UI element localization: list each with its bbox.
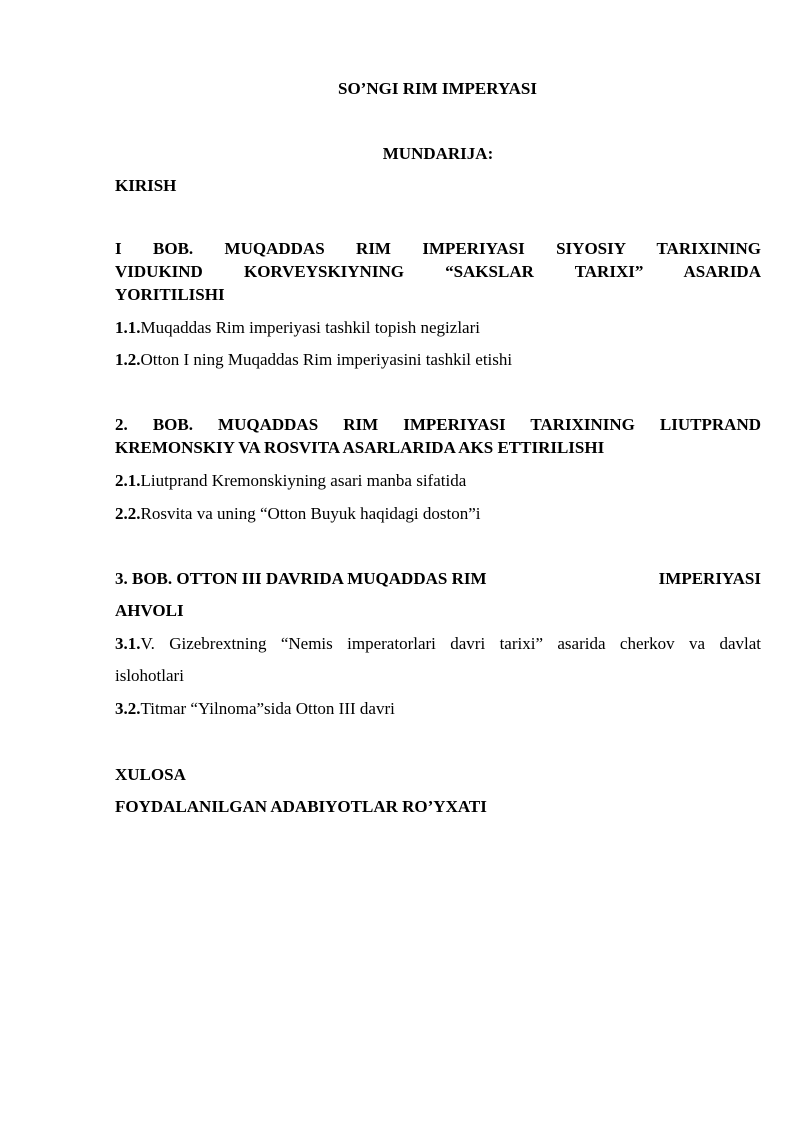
chapter2-title-line1: 2. BOB. MUQADDAS RIM IMPERIYASI TARIXINING LIUTPRAND — [115, 415, 761, 434]
chapter3-title-right: IMPERIYASI — [658, 569, 761, 588]
section-2-2 — [115, 502, 761, 525]
chapter1-title-line1: I BOB. MUQADDAS RIM IMPERIYASI SIYOSIY TARIXINING — [115, 239, 761, 258]
section-number: 2.2. — [115, 504, 141, 523]
section-text: V. Gizebrextning “Nemis imperatorlari davri tarixi” asarida cherkov va davlat — [140, 634, 761, 653]
section-3-1-continued: islohotlari — [115, 666, 184, 685]
section-number: 2.1. — [115, 471, 141, 490]
section-number: 1.2. — [115, 350, 141, 369]
contents-heading: MUNDARIJA: — [382, 144, 494, 163]
section-text: Muqaddas Rim imperiyasi tashkil topish negizlari — [140, 318, 480, 337]
section-number: 3.2. — [115, 699, 141, 718]
chapter3-title-left: 3. BOB. OTTON III DAVRIDA MUQADDAS RIM — [115, 569, 487, 588]
chapter3-title-line1 — [115, 567, 761, 590]
section-3-2 — [115, 697, 761, 720]
section-text: Rosvita va uning “Otton Buyuk haqidagi doston”i — [140, 504, 481, 523]
section-3-1 — [115, 632, 761, 655]
chapter1-title-line2: VIDUKIND KORVEYSKIYNING “SAKSLAR TARIXI” ASARIDA — [115, 262, 761, 281]
section-text: Titmar “Yilnoma”sida Otton III davri — [140, 699, 395, 718]
section-1-1 — [115, 316, 761, 339]
document-title: SO’NGI RIM IMPERYASI — [337, 79, 538, 98]
chapter3-title-line2: AHVOLI — [115, 601, 184, 620]
references-heading: FOYDALANILGAN ADABIYOTLAR RO’YXATI — [115, 797, 487, 816]
section-2-1 — [115, 469, 761, 492]
section-1-2 — [115, 348, 761, 371]
intro-heading: KIRISH — [115, 176, 177, 195]
conclusion-heading: XULOSA — [115, 765, 186, 784]
chapter2-title-line2: KREMONSKIY VA ROSVITA ASARLARIDA AKS ETTIRILISHI — [115, 438, 605, 457]
chapter1-title-line3: YORITILISHI — [115, 285, 225, 304]
section-number: 3.1. — [115, 634, 141, 653]
section-text: Liutprand Kremonskiyning asari manba sifatida — [140, 471, 467, 490]
section-number: 1.1. — [115, 318, 141, 337]
section-text: Otton I ning Muqaddas Rim imperiyasini tashkil etishi — [140, 350, 513, 369]
